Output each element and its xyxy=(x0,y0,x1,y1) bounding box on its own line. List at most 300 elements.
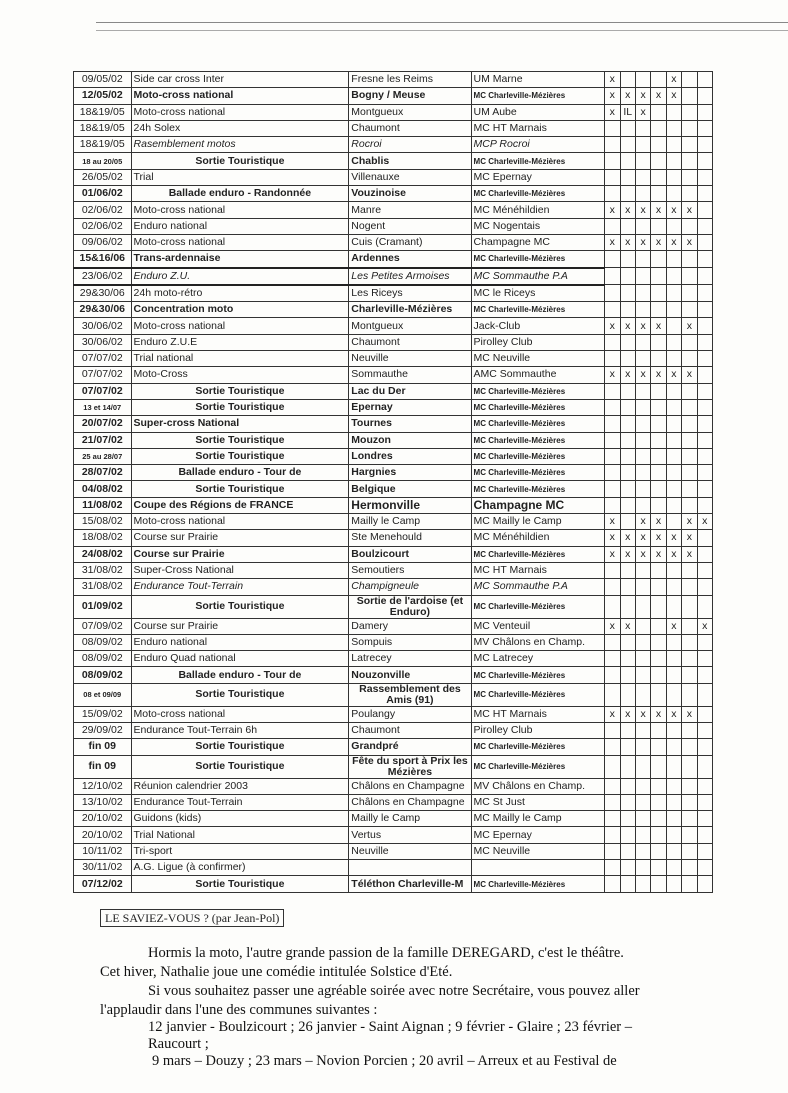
event-club: MC Latrecey xyxy=(471,651,605,667)
event-place: Neuville xyxy=(349,351,471,367)
table-row xyxy=(74,351,713,367)
event-club: MC HT Marnais xyxy=(471,562,605,578)
mark-cell xyxy=(682,268,697,285)
table-row xyxy=(74,202,713,218)
mark-cell: x xyxy=(605,514,620,530)
event-club: MC Sommauthe P.A xyxy=(471,579,605,595)
mark-cell xyxy=(635,186,650,202)
mark-cell xyxy=(666,811,681,827)
event-place: Belgique xyxy=(349,481,471,497)
event-name: Ballade enduro - Randonnée xyxy=(131,186,349,202)
event-name: Trial national xyxy=(131,351,349,367)
event-place: Champigneule xyxy=(349,579,471,595)
event-date: 15&16/06 xyxy=(74,251,132,268)
mark-cell: x xyxy=(605,318,620,334)
mark-cell xyxy=(651,562,666,578)
mark-cell xyxy=(635,755,650,778)
mark-cell: x xyxy=(605,88,620,104)
article-line: 12 janvier - Boulzicourt ; 26 janvier - Saint Aignan ; 9 février - Glaire ; 23 février – xyxy=(148,1019,632,1035)
mark-cell: x xyxy=(635,234,650,250)
mark-cell xyxy=(651,634,666,650)
mark-cell xyxy=(651,432,666,448)
event-club: MC Charleville-Mézières xyxy=(471,465,605,481)
mark-cell: x xyxy=(697,514,712,530)
mark-cell xyxy=(635,448,650,464)
mark-cell xyxy=(651,722,666,738)
mark-cell xyxy=(605,268,620,285)
mark-cell xyxy=(697,811,712,827)
mark-cell xyxy=(620,722,635,738)
mark-cell xyxy=(620,465,635,481)
event-name: Endurance Tout-Terrain xyxy=(131,579,349,595)
mark-cell xyxy=(620,843,635,859)
mark-cell xyxy=(697,399,712,415)
mark-cell xyxy=(697,202,712,218)
mark-cell xyxy=(651,497,666,513)
mark-cell xyxy=(697,169,712,185)
table-row xyxy=(74,399,713,415)
mark-cell: x xyxy=(605,706,620,722)
mark-cell: x xyxy=(635,546,650,562)
mark-cell xyxy=(697,448,712,464)
event-date: 04/08/02 xyxy=(74,481,132,497)
mark-cell xyxy=(605,634,620,650)
mark-cell xyxy=(666,302,681,318)
mark-cell xyxy=(682,739,697,755)
mark-cell xyxy=(682,722,697,738)
event-name: Sortie Touristique xyxy=(131,683,349,706)
event-club: MC Ménéhildien xyxy=(471,530,605,546)
event-date: 31/08/02 xyxy=(74,562,132,578)
mark-cell xyxy=(605,432,620,448)
mark-cell xyxy=(620,481,635,497)
mark-cell xyxy=(697,634,712,650)
page-edge-line xyxy=(96,30,788,31)
mark-cell xyxy=(666,318,681,334)
mark-cell xyxy=(666,562,681,578)
mark-cell xyxy=(651,268,666,285)
mark-cell xyxy=(620,778,635,794)
mark-cell xyxy=(635,334,650,350)
mark-cell xyxy=(697,739,712,755)
mark-cell xyxy=(651,416,666,432)
event-name: Moto-cross national xyxy=(131,514,349,530)
event-club: MC Sommauthe P.A xyxy=(471,268,605,285)
mark-cell xyxy=(697,530,712,546)
event-place xyxy=(349,860,471,876)
event-club: UM Marne xyxy=(471,72,605,88)
table-row xyxy=(74,302,713,318)
table-row xyxy=(74,153,713,169)
mark-cell xyxy=(651,667,666,683)
mark-cell xyxy=(605,876,620,892)
mark-cell xyxy=(697,137,712,153)
event-place: Nouzonville xyxy=(349,667,471,683)
event-club: MC le Riceys xyxy=(471,285,605,302)
mark-cell xyxy=(666,137,681,153)
mark-cell xyxy=(666,120,681,136)
table-row xyxy=(74,88,713,104)
mark-cell xyxy=(635,416,650,432)
event-club: AMC Sommauthe xyxy=(471,367,605,383)
table-row xyxy=(74,497,713,513)
mark-cell: x xyxy=(651,88,666,104)
mark-cell xyxy=(620,497,635,513)
mark-cell xyxy=(620,251,635,268)
mark-cell xyxy=(635,722,650,738)
event-place: Ardennes xyxy=(349,251,471,268)
event-name: Sortie Touristique xyxy=(131,755,349,778)
event-name: Sortie Touristique xyxy=(131,153,349,169)
mark-cell xyxy=(651,285,666,302)
event-place: Rassemblement des Amis (91) xyxy=(349,683,471,706)
table-row xyxy=(74,285,713,302)
event-place: Mouzon xyxy=(349,432,471,448)
mark-cell xyxy=(651,186,666,202)
table-row xyxy=(74,448,713,464)
mark-cell: x xyxy=(635,88,650,104)
mark-cell: x xyxy=(666,72,681,88)
event-place: Neuville xyxy=(349,843,471,859)
mark-cell xyxy=(620,811,635,827)
event-club: MC Epernay xyxy=(471,827,605,843)
mark-cell xyxy=(635,465,650,481)
mark-cell xyxy=(620,285,635,302)
mark-cell: x xyxy=(605,104,620,120)
mark-cell: x xyxy=(666,202,681,218)
mark-cell xyxy=(697,465,712,481)
mark-cell xyxy=(651,811,666,827)
event-name: Rasemblement motos xyxy=(131,137,349,153)
mark-cell xyxy=(605,827,620,843)
mark-cell: x xyxy=(635,367,650,383)
event-date: 12/05/02 xyxy=(74,88,132,104)
mark-cell xyxy=(605,218,620,234)
event-club: MC Ménéhildien xyxy=(471,202,605,218)
event-club: MC Charleville-Mézières xyxy=(471,416,605,432)
mark-cell: x xyxy=(620,318,635,334)
event-name: Moto-Cross xyxy=(131,367,349,383)
event-place: Manre xyxy=(349,202,471,218)
event-club xyxy=(471,860,605,876)
mark-cell xyxy=(682,860,697,876)
mark-cell xyxy=(605,497,620,513)
event-name: Moto-cross national xyxy=(131,202,349,218)
mark-cell xyxy=(635,739,650,755)
event-date: 12/10/02 xyxy=(74,778,132,794)
event-club: Jack-Club xyxy=(471,318,605,334)
mark-cell: x xyxy=(651,367,666,383)
event-club: Champagne MC xyxy=(471,497,605,513)
event-date: 20/07/02 xyxy=(74,416,132,432)
mark-cell xyxy=(605,860,620,876)
event-name: Sortie Touristique xyxy=(131,399,349,415)
event-name: Course sur Prairie xyxy=(131,530,349,546)
mark-cell xyxy=(666,481,681,497)
mark-cell: x xyxy=(682,234,697,250)
event-date: 13/10/02 xyxy=(74,794,132,810)
mark-cell: x xyxy=(682,706,697,722)
mark-cell: x xyxy=(620,618,635,634)
mark-cell xyxy=(635,432,650,448)
event-club: MC Neuville xyxy=(471,843,605,859)
mark-cell xyxy=(682,651,697,667)
mark-cell xyxy=(605,285,620,302)
event-date: 18&19/05 xyxy=(74,137,132,153)
mark-cell xyxy=(682,72,697,88)
mark-cell: x xyxy=(666,367,681,383)
mark-cell xyxy=(605,481,620,497)
mark-cell xyxy=(697,778,712,794)
mark-cell xyxy=(620,169,635,185)
event-place: Lac du Der xyxy=(349,383,471,399)
mark-cell xyxy=(605,137,620,153)
mark-cell xyxy=(620,153,635,169)
calendar-body xyxy=(74,72,713,893)
event-club: MC Charleville-Mézières xyxy=(471,432,605,448)
mark-cell xyxy=(651,843,666,859)
event-club: MC Epernay xyxy=(471,169,605,185)
table-row xyxy=(74,432,713,448)
mark-cell xyxy=(666,104,681,120)
event-name: Sortie Touristique xyxy=(131,432,349,448)
event-place: Chaumont xyxy=(349,722,471,738)
mark-cell xyxy=(651,104,666,120)
table-row xyxy=(74,481,713,497)
mark-cell xyxy=(682,562,697,578)
event-date: 01/06/02 xyxy=(74,186,132,202)
event-club: MC Charleville-Mézières xyxy=(471,667,605,683)
event-name: Course sur Prairie xyxy=(131,618,349,634)
event-place: Bogny / Meuse xyxy=(349,88,471,104)
mark-cell xyxy=(697,318,712,334)
mark-cell xyxy=(635,843,650,859)
event-club: MC Charleville-Mézières xyxy=(471,399,605,415)
event-date: 02/06/02 xyxy=(74,202,132,218)
mark-cell xyxy=(666,755,681,778)
mark-cell: x xyxy=(651,706,666,722)
table-row xyxy=(74,530,713,546)
mark-cell: x xyxy=(682,530,697,546)
mark-cell xyxy=(682,778,697,794)
mark-cell xyxy=(651,481,666,497)
mark-cell xyxy=(605,722,620,738)
mark-cell xyxy=(605,251,620,268)
event-date: 13 et 14/07 xyxy=(74,399,132,415)
mark-cell xyxy=(605,595,620,618)
mark-cell: x xyxy=(605,618,620,634)
mark-cell xyxy=(651,251,666,268)
mark-cell xyxy=(682,285,697,302)
table-row xyxy=(74,722,713,738)
table-row xyxy=(74,843,713,859)
event-name: Side car cross Inter xyxy=(131,72,349,88)
mark-cell xyxy=(635,351,650,367)
mark-cell xyxy=(697,827,712,843)
table-row xyxy=(74,827,713,843)
mark-cell xyxy=(605,186,620,202)
event-date: fin 09 xyxy=(74,739,132,755)
event-place: Sortie de l'ardoise (et Enduro) xyxy=(349,595,471,618)
mark-cell xyxy=(697,860,712,876)
mark-cell xyxy=(697,876,712,892)
event-club: Pirolley Club xyxy=(471,722,605,738)
mark-cell: x xyxy=(666,546,681,562)
mark-cell xyxy=(697,432,712,448)
table-row xyxy=(74,218,713,234)
mark-cell xyxy=(697,104,712,120)
mark-cell: x xyxy=(682,546,697,562)
event-place: Londres xyxy=(349,448,471,464)
mark-cell xyxy=(605,416,620,432)
mark-cell xyxy=(666,465,681,481)
table-row xyxy=(74,546,713,562)
event-club: MC Charleville-Mézières xyxy=(471,153,605,169)
event-date: 28/07/02 xyxy=(74,465,132,481)
table-row xyxy=(74,755,713,778)
event-club: MC St Just xyxy=(471,794,605,810)
event-name: Endurance Tout-Terrain xyxy=(131,794,349,810)
mark-cell xyxy=(605,399,620,415)
mark-cell xyxy=(620,579,635,595)
article-line: Hormis la moto, l'autre grande passion de la famille DEREGARD, c'est le théâtre. xyxy=(148,945,624,961)
event-place: Charleville-Mézières xyxy=(349,302,471,318)
table-row xyxy=(74,137,713,153)
event-name: Sortie Touristique xyxy=(131,595,349,618)
event-date: 26/05/02 xyxy=(74,169,132,185)
mark-cell xyxy=(620,876,635,892)
event-club: MC Charleville-Mézières xyxy=(471,383,605,399)
table-row xyxy=(74,739,713,755)
mark-cell: x xyxy=(635,530,650,546)
event-place: Vouzinoise xyxy=(349,186,471,202)
page-edge-line xyxy=(96,22,788,23)
mark-cell xyxy=(605,579,620,595)
table-row xyxy=(74,860,713,876)
mark-cell xyxy=(620,351,635,367)
event-place: Fresne les Reims xyxy=(349,72,471,88)
event-place: Chaumont xyxy=(349,334,471,350)
event-date: 23/06/02 xyxy=(74,268,132,285)
event-date: 31/08/02 xyxy=(74,579,132,595)
table-row xyxy=(74,318,713,334)
mark-cell xyxy=(651,334,666,350)
mark-cell xyxy=(651,383,666,399)
mark-cell xyxy=(605,383,620,399)
table-row xyxy=(74,169,713,185)
table-row xyxy=(74,618,713,634)
event-club: MCP Rocroi xyxy=(471,137,605,153)
mark-cell xyxy=(682,448,697,464)
mark-cell xyxy=(697,481,712,497)
event-date: 09/05/02 xyxy=(74,72,132,88)
mark-cell: IL xyxy=(620,104,635,120)
event-club: UM Aube xyxy=(471,104,605,120)
mark-cell xyxy=(635,153,650,169)
mark-cell xyxy=(651,137,666,153)
table-row xyxy=(74,683,713,706)
mark-cell: x xyxy=(605,546,620,562)
mark-cell xyxy=(605,811,620,827)
mark-cell xyxy=(697,186,712,202)
event-name: Enduro national xyxy=(131,634,349,650)
mark-cell xyxy=(682,827,697,843)
mark-cell: x xyxy=(635,706,650,722)
mark-cell xyxy=(620,562,635,578)
mark-cell xyxy=(620,595,635,618)
event-name: Moto-cross national xyxy=(131,234,349,250)
event-place: Montgueux xyxy=(349,318,471,334)
event-place: Ste Menehould xyxy=(349,530,471,546)
event-name: Sortie Touristique xyxy=(131,876,349,892)
event-date: 30/06/02 xyxy=(74,318,132,334)
event-club: MV Châlons en Champ. xyxy=(471,634,605,650)
table-row xyxy=(74,465,713,481)
mark-cell xyxy=(651,72,666,88)
mark-cell xyxy=(635,651,650,667)
mark-cell xyxy=(666,448,681,464)
event-place: Damery xyxy=(349,618,471,634)
mark-cell xyxy=(682,811,697,827)
event-club: MV Châlons en Champ. xyxy=(471,778,605,794)
event-place: Cuis (Cramant) xyxy=(349,234,471,250)
mark-cell xyxy=(682,416,697,432)
mark-cell xyxy=(620,432,635,448)
mark-cell: x xyxy=(620,234,635,250)
event-place: Les Petites Armoises xyxy=(349,268,471,285)
event-club: MC Charleville-Mézières xyxy=(471,481,605,497)
event-date: 07/07/02 xyxy=(74,351,132,367)
mark-cell: x xyxy=(605,234,620,250)
mark-cell xyxy=(620,302,635,318)
table-row xyxy=(74,268,713,285)
mark-cell xyxy=(620,755,635,778)
event-place: Hermonville xyxy=(349,497,471,513)
mark-cell xyxy=(620,683,635,706)
mark-cell xyxy=(651,399,666,415)
event-club: MC Mailly le Camp xyxy=(471,811,605,827)
mark-cell: x xyxy=(620,202,635,218)
mark-cell: x xyxy=(620,546,635,562)
mark-cell xyxy=(666,794,681,810)
mark-cell xyxy=(605,667,620,683)
table-row xyxy=(74,514,713,530)
mark-cell xyxy=(635,794,650,810)
mark-cell: x xyxy=(620,88,635,104)
article-line: Raucourt ; xyxy=(148,1036,209,1052)
event-date: 29&30/06 xyxy=(74,302,132,318)
mark-cell xyxy=(697,234,712,250)
mark-cell xyxy=(620,651,635,667)
table-row xyxy=(74,778,713,794)
mark-cell xyxy=(635,860,650,876)
mark-cell xyxy=(697,285,712,302)
event-date: 07/07/02 xyxy=(74,383,132,399)
mark-cell: x xyxy=(620,706,635,722)
mark-cell xyxy=(682,683,697,706)
event-name: Sortie Touristique xyxy=(131,739,349,755)
mark-cell: x xyxy=(697,618,712,634)
mark-cell xyxy=(605,448,620,464)
mark-cell xyxy=(651,579,666,595)
event-date: 09/06/02 xyxy=(74,234,132,250)
mark-cell xyxy=(682,618,697,634)
mark-cell xyxy=(635,634,650,650)
event-name: 24h Solex xyxy=(131,120,349,136)
mark-cell xyxy=(651,794,666,810)
event-place: Sommauthe xyxy=(349,367,471,383)
mark-cell xyxy=(682,302,697,318)
